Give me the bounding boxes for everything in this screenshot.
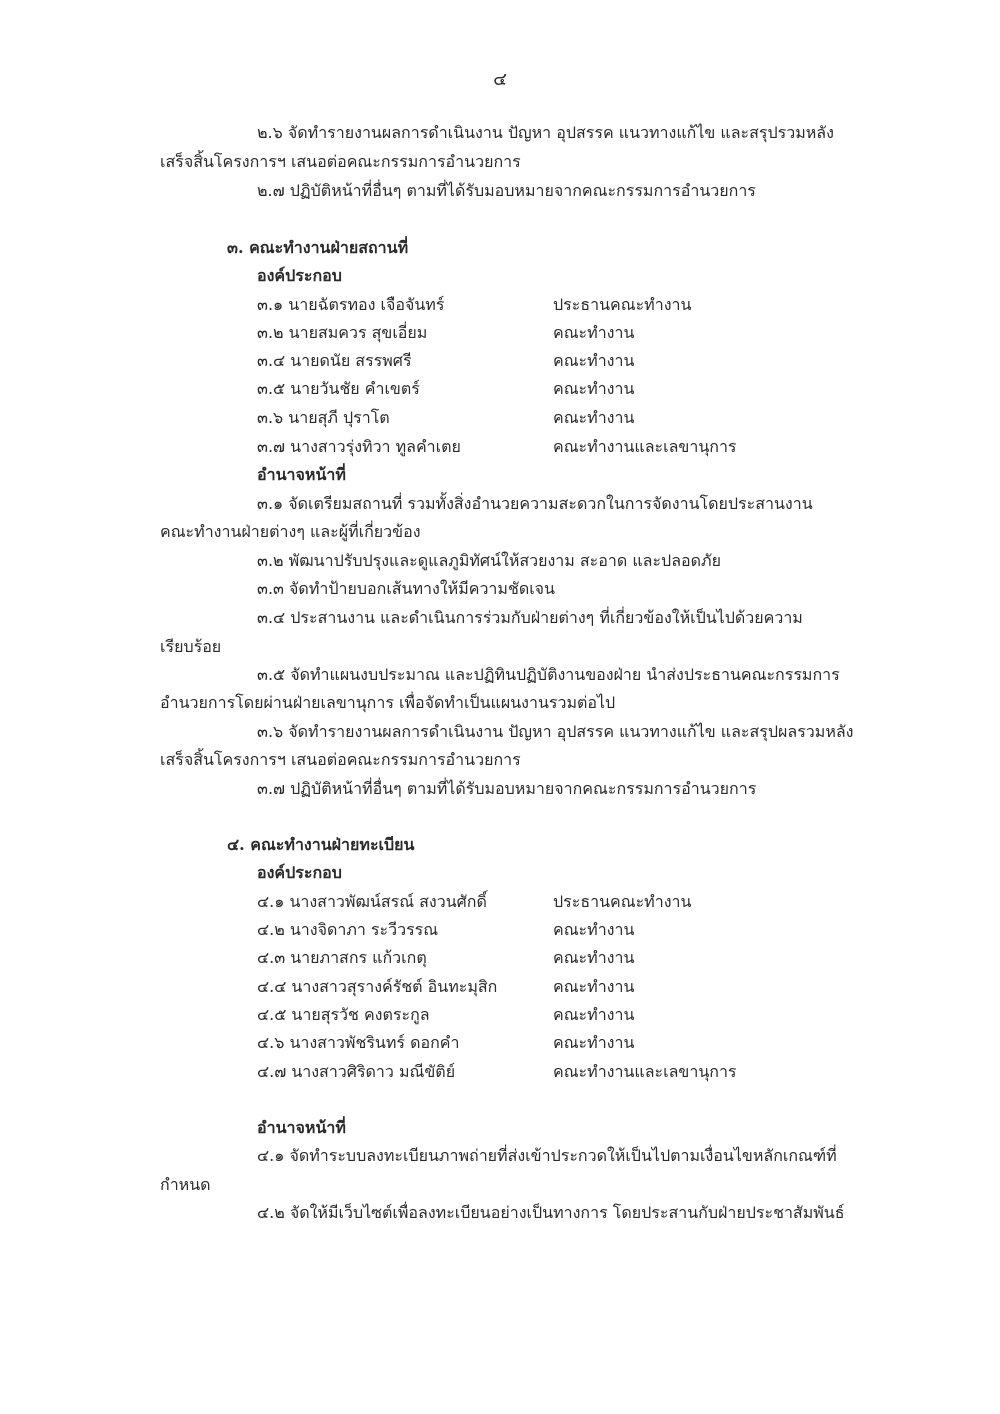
section4-duty-2: ๔.๒ จัดให้มีเว็บไซต์เพื่อลงทะเบียนอย่างเป็นทางการ โดยประสานกับฝ่ายประชาสัมพันธ์ xyxy=(257,1203,845,1222)
section4-member-role: คณะทำงาน xyxy=(553,1033,635,1052)
section3-member-name: ๓.๕ นายวันชัย คำเขตร์ xyxy=(257,379,420,398)
section4-member-name: ๔.๕ นายสุรวัช คงตระกูล xyxy=(257,1005,430,1024)
section4-member-name: ๔.๓ นายภาสกร แก้วเกตุ xyxy=(257,948,427,967)
section3-duty-7: ๓.๗ ปฏิบัติหน้าที่อื่นๆ ตามที่ได้รับมอบหมายจากคณะกรรมการอำนวยการ xyxy=(257,779,757,798)
section3-member-role: ประธานคณะทำงาน xyxy=(553,295,692,314)
item-2-7: ๒.๗ ปฏิบัติหน้าที่อื่นๆ ตามที่ได้รับมอบหมายจากคณะกรรมการอำนวยการ xyxy=(257,181,756,200)
section4-member-role: คณะทำงาน xyxy=(553,1005,635,1024)
item-2-6-line1: ๒.๖ จัดทำรายงานผลการดำเนินงาน ปัญหา อุปสรรค แนวทางแก้ไข และสรุปรวมหลัง xyxy=(257,123,834,142)
section3-duty-3: ๓.๓ จัดทำป้ายบอกเส้นทางให้มีความชัดเจน xyxy=(257,579,555,598)
section3-duty-1-line1: ๓.๑ จัดเตรียมสถานที่ รวมทั้งสิ่งอำนวยความสะดวกในการจัดงานโดยประสานงาน xyxy=(257,494,813,513)
section4-member-name: ๔.๖ นางสาวพัชรินทร์ ดอกคำ xyxy=(257,1033,460,1052)
section4-member-role: คณะทำงาน xyxy=(553,977,635,996)
section3-duty-2: ๓.๒ พัฒนาปรับปรุงและดูแลภูมิทัศน์ให้สวยงาม สะอาด และปลอดภัย xyxy=(257,551,721,570)
section3-member-name: ๓.๔ นายดนัย สรรพศรี xyxy=(257,351,412,370)
section3-duty-4-line1: ๓.๔ ประสานงาน และดำเนินการร่วมกับฝ่ายต่างๆ ที่เกี่ยวข้องให้เป็นไปด้วยความ xyxy=(257,608,803,627)
section4-member-role: คณะทำงานและเลขานุการ xyxy=(553,1062,737,1081)
section4-member-role: คณะทำงาน xyxy=(553,920,635,939)
section3-duty-5-line2: อำนวยการโดยผ่านฝ่ายเลขานุการ เพื่อจัดทำเป็นแผนงานรวมต่อไป xyxy=(160,693,616,712)
item-2-6-line2: เสร็จสิ้นโครงการฯ เสนอต่อคณะกรรมการอำนวยการ xyxy=(160,152,521,171)
section3-member-name: ๓.๒ นายสมควร สุขเอี่ยม xyxy=(257,323,428,342)
section3-member-role: คณะทำงาน xyxy=(553,408,635,427)
section3-member-name: ๓.๗ นางสาวรุ่งทิวา ทูลคำเตย xyxy=(257,437,461,456)
section4-composition-label: องค์ประกอบ xyxy=(257,863,342,882)
section4-member-role: ประธานคณะทำงาน xyxy=(553,892,692,911)
section3-composition-label: องค์ประกอบ xyxy=(257,266,342,285)
section3-title: ๓. คณะทำงานฝ่ายสถานที่ xyxy=(227,238,409,257)
section3-member-role: คณะทำงาน xyxy=(553,351,635,370)
section4-member-name: ๔.๑ นางสาวพัฒน์สรณ์ สงวนศักดิ์ xyxy=(257,892,487,911)
section3-duty-4-line2: เรียบร้อย xyxy=(160,637,222,656)
section4-title: ๔. คณะทำงานฝ่ายทะเบียน xyxy=(227,835,415,854)
section4-duty-1-line1: ๔.๑ จัดทำระบบลงทะเบียนภาพถ่ายที่ส่งเข้าประกวดให้เป็นไปตามเงื่อนไขหลักเกณฑ์ที่ xyxy=(257,1146,837,1165)
section3-member-role: คณะทำงาน xyxy=(553,323,635,342)
section3-duty-1-line2: คณะทำงานฝ่ายต่างๆ และผู้ที่เกี่ยวข้อง xyxy=(160,522,421,541)
section4-duty-1-line2: กำหนด xyxy=(160,1175,211,1194)
section4-duties-label: อำนาจหน้าที่ xyxy=(257,1118,346,1137)
section3-duty-6-line1: ๓.๖ จัดทำรายงานผลการดำเนินงาน ปัญหา อุปสรรค แนวทางแก้ไข และสรุปผลรวมหลัง xyxy=(257,722,854,741)
section4-member-name: ๔.๒ นางจิดาภา ระวีวรรณ xyxy=(257,920,439,939)
section4-member-name: ๔.๔ นางสาวสุรางค์รัชต์ อินทะมุสิก xyxy=(257,977,498,996)
section3-member-role: คณะทำงาน xyxy=(553,379,635,398)
section3-member-name: ๓.๑ นายฉัตรทอง เจือจันทร์ xyxy=(257,295,445,314)
page-number: ๔ xyxy=(493,69,507,90)
section4-member-name: ๔.๗ นางสาวศิริดาว มณีขัติย์ xyxy=(257,1062,456,1081)
section3-member-name: ๓.๖ นายสุภี ปุราโต xyxy=(257,408,390,427)
section3-duty-6-line2: เสร็จสิ้นโครงการฯ เสนอต่อคณะกรรมการอำนวยการ xyxy=(160,750,521,769)
section3-duties-label: อำนาจหน้าที่ xyxy=(257,465,346,484)
section4-member-role: คณะทำงาน xyxy=(553,948,635,967)
section3-duty-5-line1: ๓.๕ จัดทำแผนงบประมาณ และปฏิทินปฏิบัติงานของฝ่าย นำส่งประธานคณะกรรมการ xyxy=(257,665,840,684)
section3-member-role: คณะทำงานและเลขานุการ xyxy=(553,437,737,456)
